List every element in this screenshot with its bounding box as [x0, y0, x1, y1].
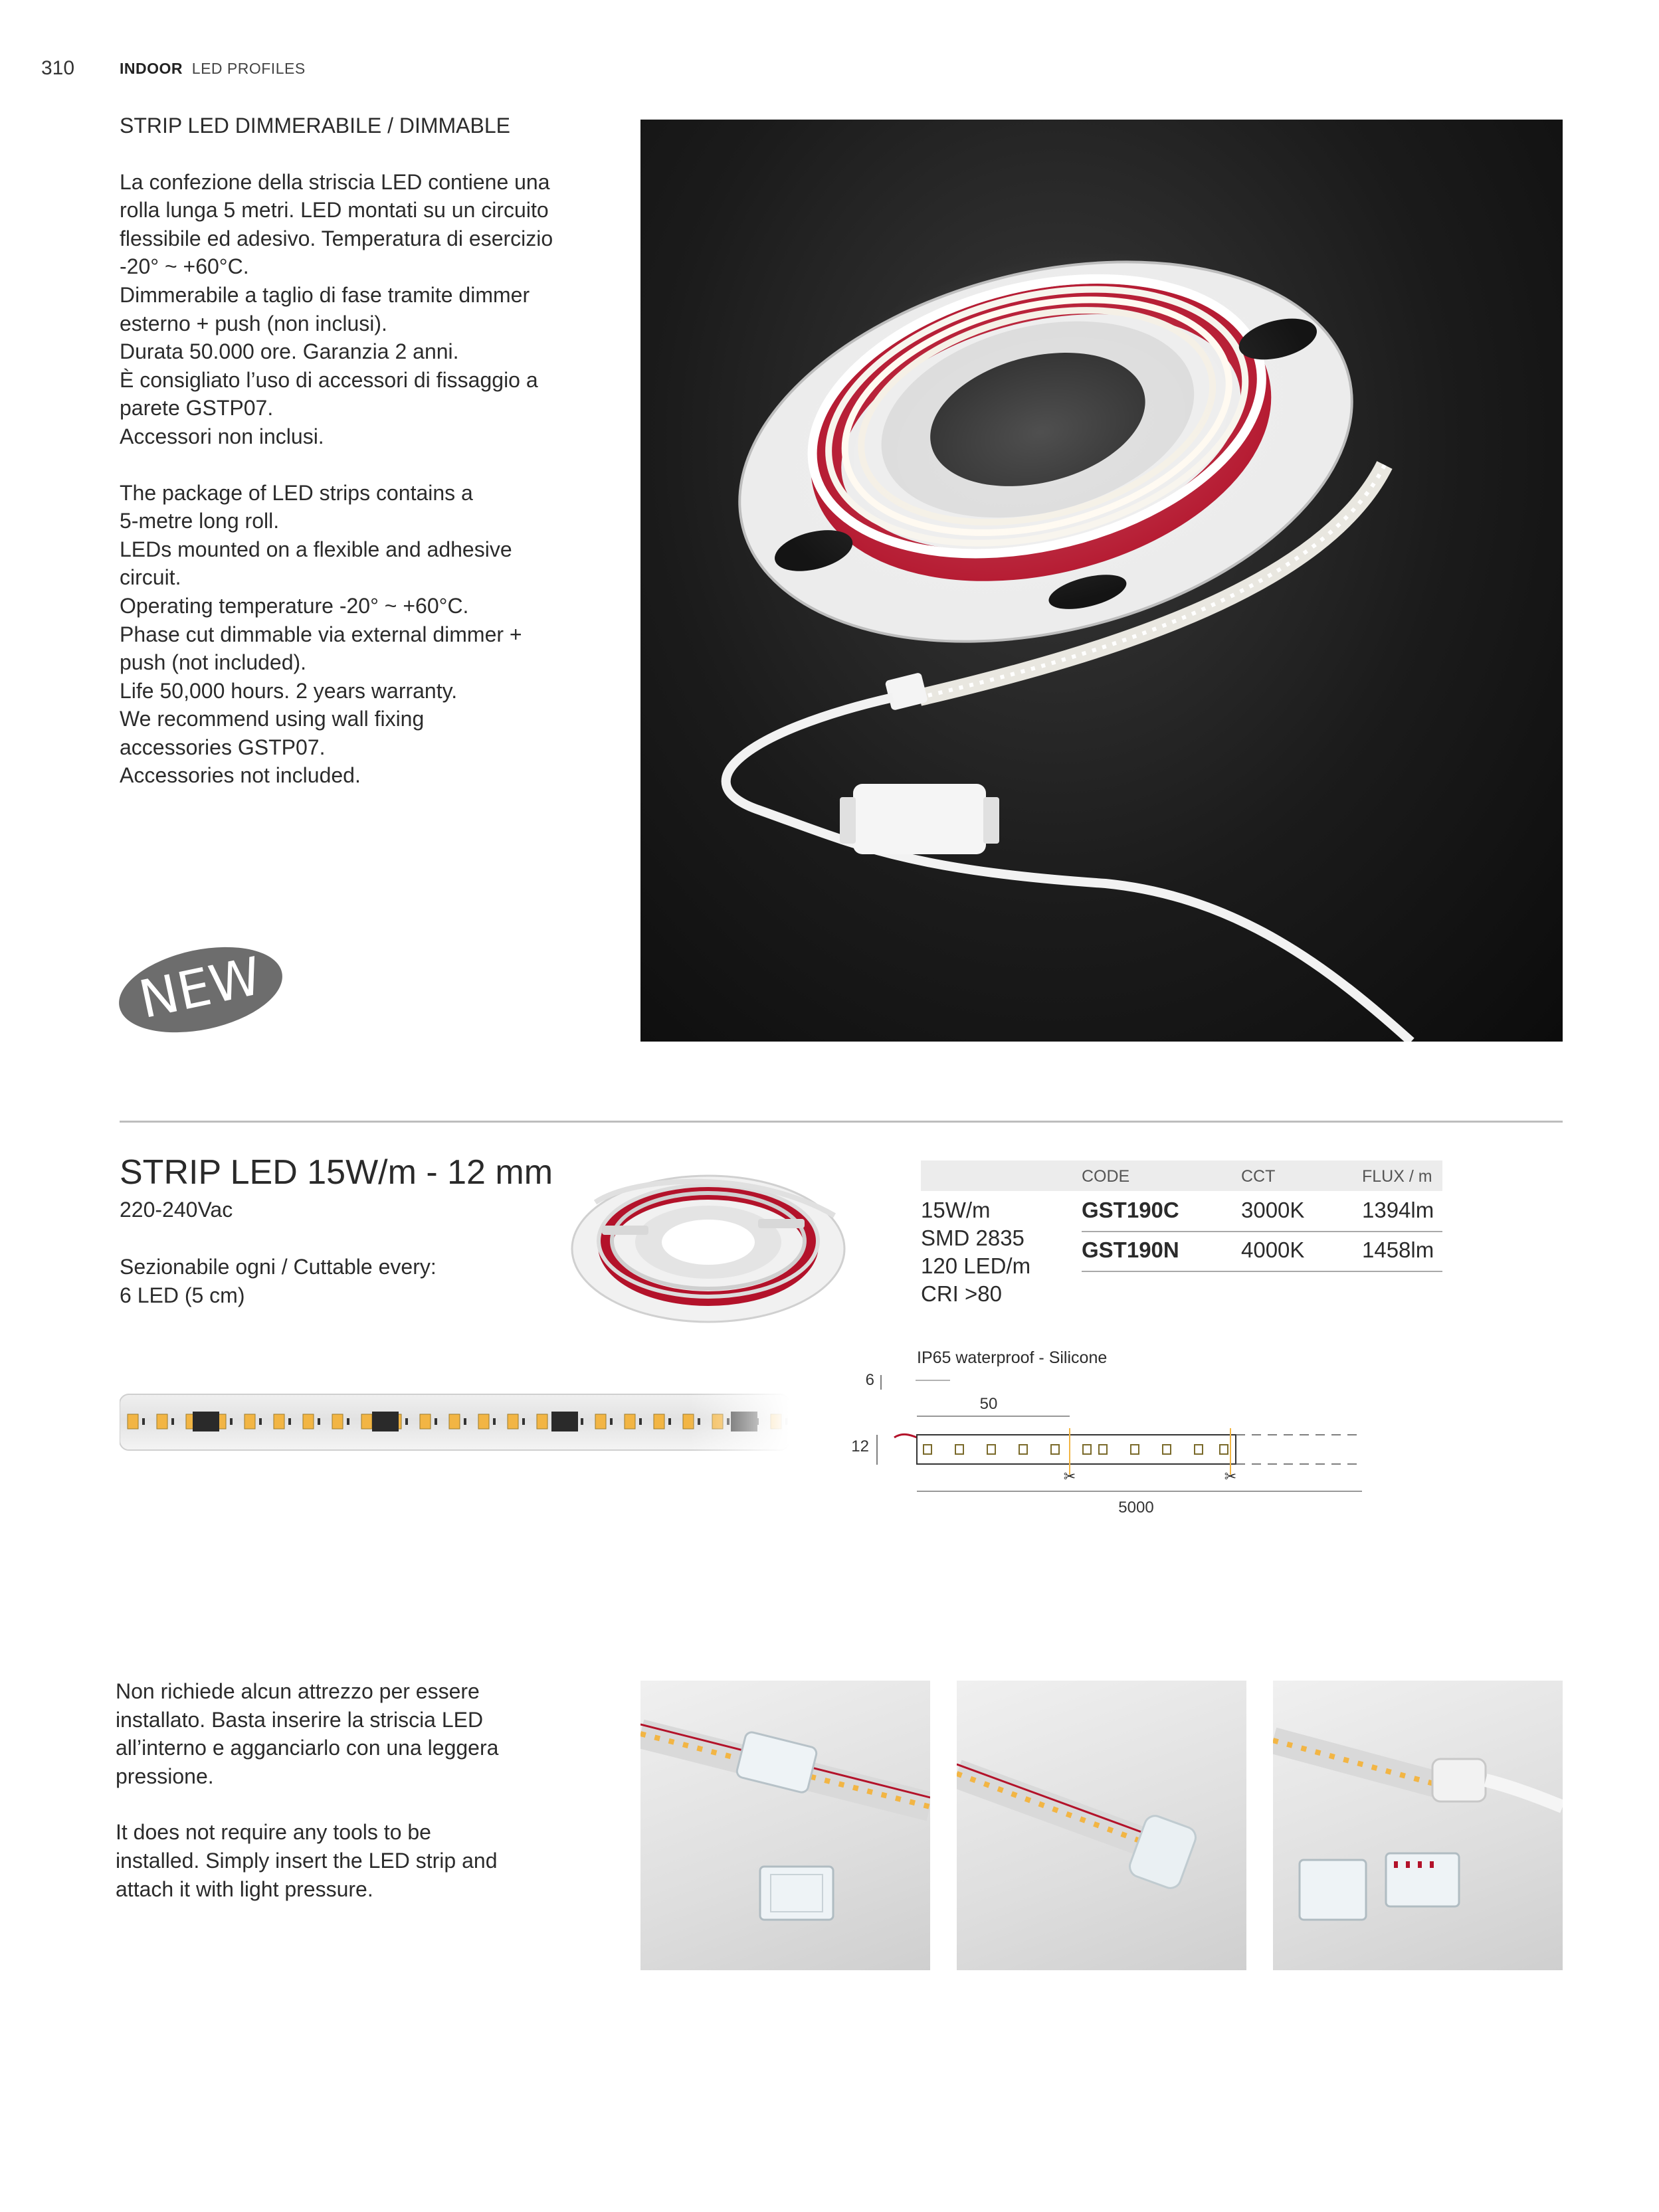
intro-it-line: rolla lunga 5 metri. LED montati su un circuito [120, 198, 549, 223]
strip-closeup-photo [120, 1385, 789, 1459]
intro-it-line: Accessori non inclusi. [120, 424, 324, 448]
install-it-line: all’interno e agganciarlo con una leggera [116, 1736, 499, 1760]
row-cct: 3000K [1241, 1198, 1305, 1222]
reel-thumbnail [555, 1156, 854, 1345]
install-en-line: installed. Simply insert the LED strip and [116, 1848, 498, 1873]
intro-it-line: Dimmerabile a taglio di fase tramite dimmer [120, 282, 530, 307]
ip-rating-label: IP65 waterproof - Silicone [917, 1348, 1108, 1367]
intro-it-line: Durata 50.000 ore. Garanzia 2 anni. [120, 339, 459, 364]
row-code: GST190N [1082, 1238, 1179, 1262]
reel-thumbnail-illustration [555, 1156, 854, 1345]
accessory-photo-connector [1273, 1681, 1563, 1970]
install-en-line: attach it with light pressure. [116, 1877, 373, 1901]
intro-it-line: È consigliato l’uso di accessori di fissaggio a [120, 367, 538, 392]
new-badge [116, 945, 286, 1035]
dim-length-label: 5000 [1118, 1499, 1154, 1517]
led-reel-illustration [640, 120, 1563, 1042]
section-normal: LED PROFILES [191, 60, 306, 77]
header-cct: CCT [1241, 1167, 1276, 1186]
install-en-line: It does not require any tools to be [116, 1820, 431, 1845]
product-cut-value: 6 LED (5 cm) [120, 1283, 245, 1307]
header-code: CODE [1082, 1167, 1130, 1186]
intro-heading: STRIP LED DIMMERABILE / DIMMABLE [120, 114, 510, 138]
install-it-line: installato. Basta inserire la striscia LED [116, 1707, 484, 1732]
row-divider [1082, 1231, 1442, 1232]
section-label [120, 60, 306, 78]
connector-illustration [1273, 1681, 1563, 1970]
dim-height-label: 6 [865, 1371, 874, 1389]
endcap-illustration [957, 1681, 1246, 1970]
scissors-icon: ✂ [1224, 1469, 1237, 1485]
intro-it-line: flessibile ed adesivo. Temperatura di esercizio [120, 226, 553, 250]
accessory-photo-endcap [957, 1681, 1246, 1970]
intro-it-line: esterno + push (non inclusi). [120, 311, 387, 335]
spec-power: 15W/m [921, 1198, 991, 1222]
intro-en-line: push (not included). [120, 650, 307, 675]
intro-en-line: Accessories not included. [120, 763, 361, 788]
dim-width-label: 12 [851, 1437, 869, 1455]
product-cut-label: Sezionabile ogni / Cuttable every: [120, 1255, 437, 1279]
install-text [116, 1677, 581, 1903]
intro-en-line: circuit. [120, 565, 181, 590]
dim-segment-label: 50 [979, 1395, 998, 1413]
spec-led-type: SMD 2835 [921, 1226, 1025, 1250]
intro-en-line: accessories GSTP07. [120, 735, 326, 759]
technical-drawing [844, 1368, 1375, 1528]
strip-closeup-illustration [120, 1385, 789, 1459]
row-code: GST190C [1082, 1198, 1179, 1222]
intro-en-line: We recommend using wall fixing [120, 707, 425, 731]
dimension-drawing [844, 1368, 1375, 1528]
intro-en-line: LEDs mounted on a flexible and adhesive [120, 537, 512, 561]
section-bold: INDOOR [120, 60, 183, 77]
scissors-icon: ✂ [1063, 1469, 1076, 1485]
page-number: 310 [41, 57, 75, 79]
intro-text [120, 112, 585, 790]
intro-en-line: Life 50,000 hours. 2 years warranty. [120, 678, 458, 703]
product-subtitle [120, 1196, 437, 1310]
install-it-line: Non richiede alcun attrezzo per essere [116, 1679, 480, 1703]
new-badge-shape [116, 945, 286, 1035]
row-flux: 1458lm [1362, 1238, 1434, 1262]
intro-en-line: Operating temperature -20° ~ +60°C. [120, 593, 469, 618]
row-cct: 4000K [1241, 1238, 1305, 1262]
accessory-photo-joiner [640, 1681, 930, 1970]
intro-it-line: parete GSTP07. [120, 396, 274, 420]
product-voltage: 220-240Vac [120, 1198, 233, 1222]
spec-led-density: 120 LED/m [921, 1253, 1031, 1278]
intro-it-line: La confezione della striscia LED contiene una [120, 169, 550, 194]
row-flux: 1394lm [1362, 1198, 1434, 1222]
intro-en-line: The package of LED strips contains a [120, 480, 473, 505]
intro-en-line: Phase cut dimmable via external dimmer + [120, 622, 522, 646]
row-divider [1082, 1271, 1442, 1272]
header-flux: FLUX / m [1362, 1167, 1432, 1186]
spec-cri: CRI >80 [921, 1281, 1002, 1306]
intro-it-line: -20° ~ +60°C. [120, 254, 249, 279]
section-divider [120, 1121, 1563, 1123]
product-title: STRIP LED 15W/m - 12 mm [120, 1153, 553, 1192]
joiner-illustration [640, 1681, 930, 1970]
new-badge-label: NEW [134, 946, 267, 1031]
intro-en-line: 5-metre long roll. [120, 509, 280, 533]
hero-product-photo [640, 120, 1563, 1042]
install-it-line: pressione. [116, 1764, 214, 1788]
